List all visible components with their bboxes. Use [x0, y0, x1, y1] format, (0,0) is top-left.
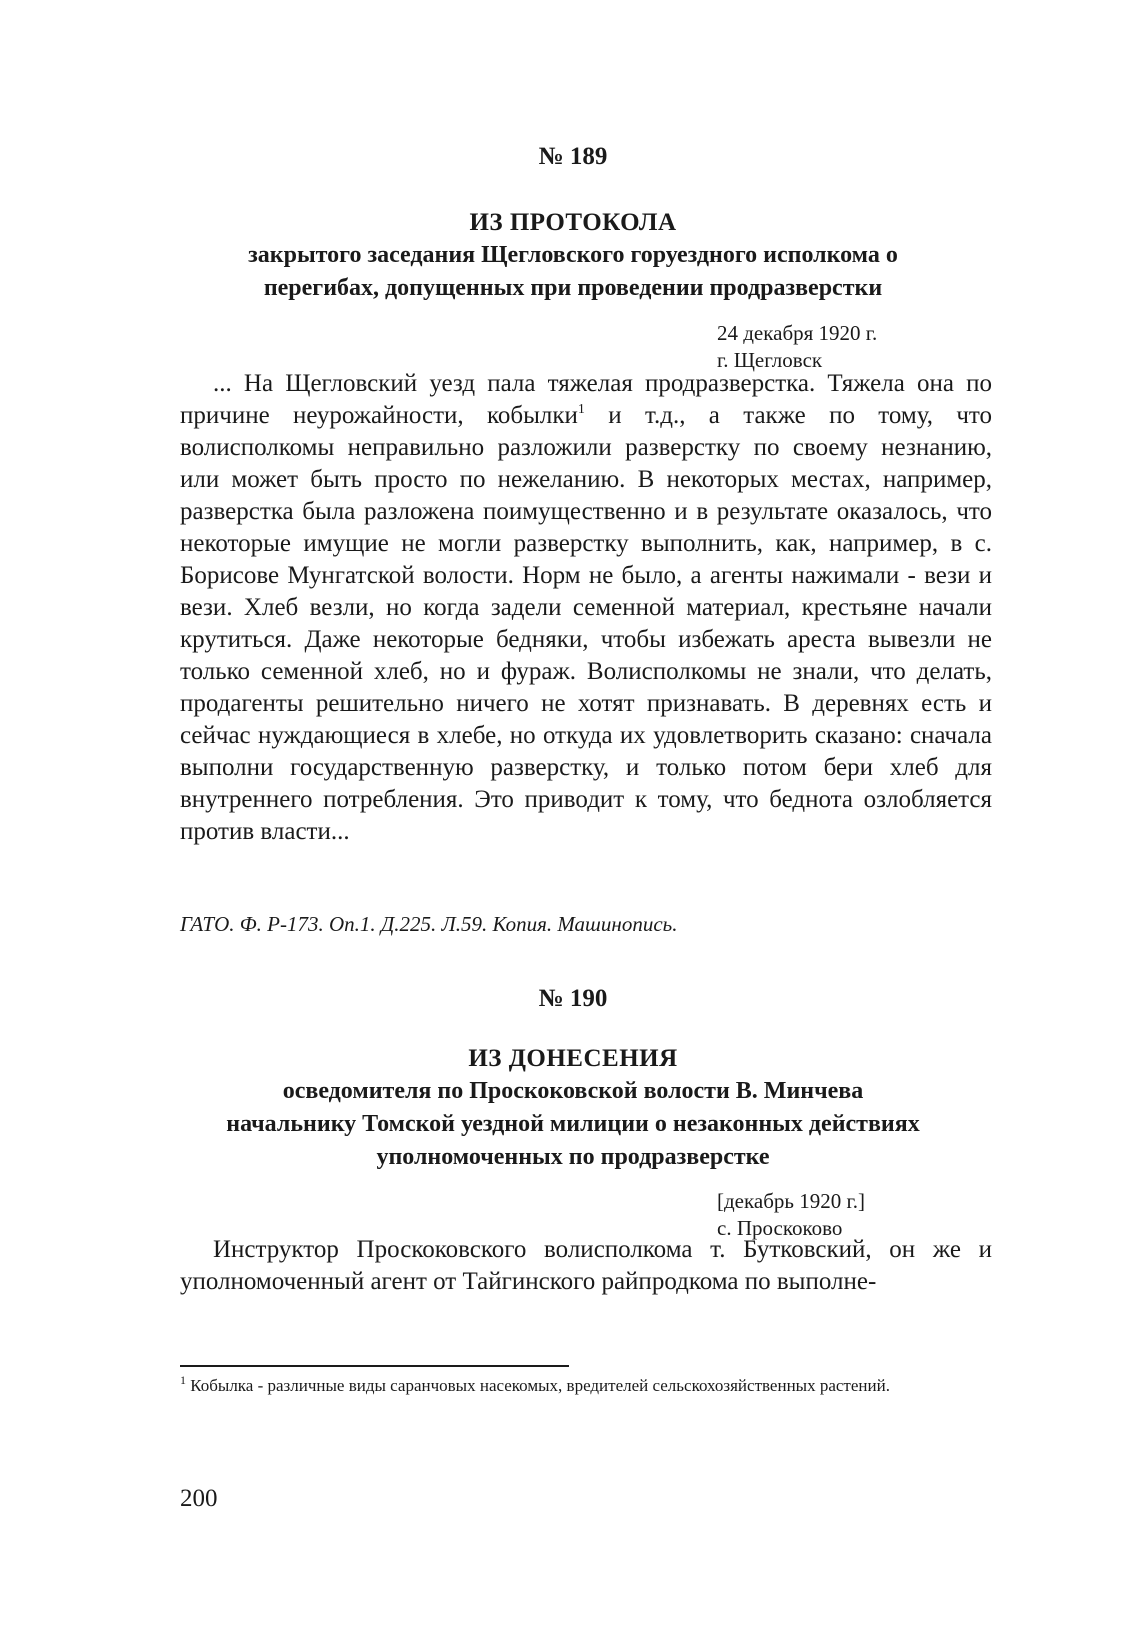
doc-189-body-text	[180, 368, 992, 848]
footnote	[180, 1373, 992, 1399]
doc-189-text-part-2: и т.д., а также по тому, что волисполкомы неправильно разложили разверстку по своему незнанию, или может быть просто по нежеланию. В некоторых местах, например, разверстка была разложена поимущественно и в результате оказалось, что некоторые имущие не могли разверстку выполнить, как, например, в с. Борисове Мунгатской волости. Норм не было, а агенты нажимали - вези и вези. Хлеб везли, но когда задели семенной материал, крестьяне начали крутиться. Даже некоторые бедняки, чтобы избежать ареста вывезли не только семенной хлеб, но и фураж. Волисполкомы не знали, что делать, продагенты решительно ничего не хотят признавать. В деревнях есть и сейчас нуждающиеся в хлебе, но откуда их удовлетворить сказано: сначала выполни государственную разверстку, и только потом бери хлеб для внутреннего потребления. Это приводит к тому, что беднота озлобляется против власти...	[180, 402, 992, 845]
page-number: 200	[180, 1485, 218, 1512]
doc-190-number: № 190	[538, 985, 608, 1012]
doc-189-title: ИЗ ПРОТОКОЛА	[469, 209, 677, 236]
doc-190-body-text: Инструктор Проскоковского волисполкома т. Бутковский, он же и уполномоченный агент от Тайгинского райпродкома по выполне-	[180, 1236, 992, 1295]
doc-190-date: [декабрь 1920 г.]	[717, 1189, 865, 1213]
doc-190-heading	[150, 1042, 996, 1174]
doc-189-number: № 189	[538, 143, 608, 170]
footnote-text: Кобылка - различные виды саранчовых насекомых, вредителей сельскохозяйственных растений.	[186, 1376, 890, 1395]
doc-189-subtitle-line-1: закрытого заседания Щегловского горуездного исполкома о	[248, 242, 898, 268]
doc-190-title: ИЗ ДОНЕСЕНИЯ	[468, 1045, 678, 1072]
doc-189-text-part-1: ... На Щегловский уезд пала тяжелая продразверстка. Тяжела она по причине неурожайности, кобылки	[180, 370, 992, 429]
doc-189-subtitle-line-2: перегибах, допущенных при проведении продразверстки	[263, 275, 883, 301]
doc-189-place: г. Щегловск	[717, 348, 823, 372]
doc-189-archive-source: ГАТО. Ф. Р-173. Оп.1. Д.225. Л.59. Копия. Машинопись.	[180, 912, 678, 936]
footnote-reference: 1	[577, 402, 585, 417]
footnote-marker: 1	[180, 1373, 186, 1387]
doc-189-heading	[150, 206, 996, 305]
doc-190-subtitle-line-1: осведомителя по Проскоковской волости В. Минчева	[282, 1078, 864, 1104]
doc-190-subtitle-line-2: начальнику Томской уездной милиции о незаконных действиях	[226, 1111, 920, 1137]
doc-190-place: с. Проскоково	[717, 1216, 843, 1240]
footnote-divider	[180, 1365, 569, 1367]
doc-189-date: 24 декабря 1920 г.	[717, 321, 878, 345]
doc-189-dateline	[717, 320, 877, 374]
doc-190-subtitle-line-3: уполномоченных по продразверстке	[376, 1144, 770, 1170]
